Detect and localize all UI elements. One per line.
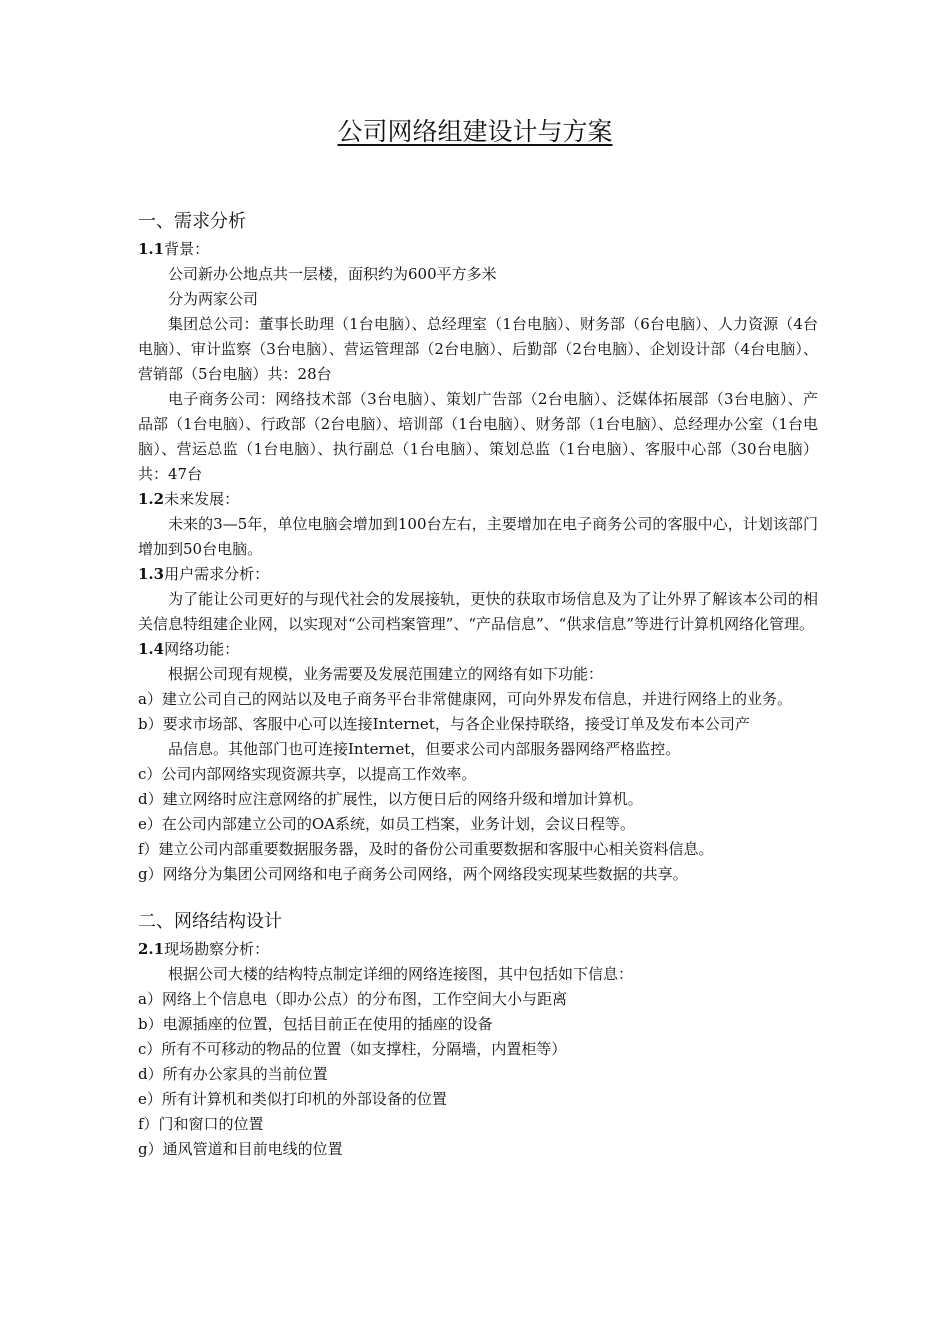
list-item: b）要求市场部、客服中心可以连接Internet，与各企业保持联络，接受订单及发布本公司产 [138,715,750,733]
subheading-number: 1.2 [138,490,165,508]
paragraph-intro: 根据公司现有规模，业务需要及发展范围建立的网络有如下功能： [168,665,604,683]
subheading-1-4 [138,637,818,662]
subheading-number: 2.1 [138,940,165,958]
paragraph-future-development: 未来的3—5年，单位电脑会增加到100台左右，主要增加在电子商务公司的客服中心，计划该部门增加到50台电脑。 [138,515,818,558]
paragraph-intro: 根据公司大楼的结构特点制定详细的网络连接图，其中包括如下信息： [168,965,634,983]
section-heading-network-design: 二、网络结构设计 [138,911,282,932]
paragraph-line: 分为两家公司 [168,290,259,308]
subheading-number: 1.1 [138,240,165,258]
list-item: f）门和窗口的位置 [138,1115,264,1133]
list-item: c）公司内部网络实现资源共享，以提高工作效率。 [138,765,477,783]
subheading-1-3 [138,562,818,587]
list-item: e）所有计算机和类似打印机的外部设备的位置 [138,1090,447,1108]
list-item-continuation: 品信息。其他部门也可连接Internet，但要求公司内部服务器网络严格监控。 [168,740,681,758]
list-item: b）电源插座的位置，包括目前正在使用的插座的设备 [138,1015,493,1033]
subheading-number: 1.3 [138,565,165,583]
list-item: c）所有不可移动的物品的位置（如支撑柱，分隔墙，内置柜等） [138,1040,567,1058]
list-item: d）所有办公家具的当前位置 [138,1065,328,1083]
list-item: a）网络上个信息电（即办公点）的分布图，工作空间大小与距离 [138,990,567,1008]
list-item: g）网络分为集团公司网络和电子商务公司网络，两个网络段实现某些数据的共享。 [138,865,688,883]
list-item: e）在公司内部建立公司的OA系统，如员工档案，业务计划，会议日程等。 [138,815,636,833]
list-item: g）通风管道和目前电线的位置 [138,1140,343,1158]
subheading-1-1 [138,237,818,262]
list-item: d）建立网络时应注意网络的扩展性，以方便日后的网络升级和增加计算机。 [138,790,643,808]
list-item: a）建立公司自己的网站以及电子商务平台非常健康网，可向外界发布信息，并进行网络上的业务。 [138,690,792,708]
list-item: f）建立公司内部重要数据服务器，及时的备份公司重要数据和客服中心相关资料信息。 [138,840,714,858]
paragraph-group-company: 集团总公司：董事长助理（1台电脑）、总经理室（1台电脑）、财务部（6台电脑）、人力资源（4台电脑）、审计监察（3台电脑）、营运管理部（2台电脑）、后勤部（2台电脑）、企划设计部（4台电脑）、营销部（5台电脑）共：28台 [138,315,818,383]
subheading-label: 背景： [164,240,210,258]
section-heading-needs-analysis: 一、需求分析 [138,211,246,232]
subheading-number: 1.4 [138,640,165,658]
paragraph-user-requirements: 为了能让公司更好的与现代社会的发展接轨，更快的获取市场信息及为了让外界了解该本公司的相关信息特组建企业网，以实现对“公司档案管理”、“产品信息”、“供求信息”等进行计算机网络化管理。 [138,590,818,633]
subheading-2-1 [138,937,818,962]
paragraph-line: 公司新办公地点共一层楼，面积约为600平方多米 [168,265,497,283]
subheading-label: 用户需求分析： [164,565,270,583]
subheading-1-2 [138,487,818,512]
subheading-label: 未来发展： [164,490,240,508]
document-body [138,207,818,1162]
paragraph-ecommerce-company: 电子商务公司：网络技术部（3台电脑）、策划广告部（2台电脑）、泛媒体拓展部（3台电脑）、产品部（1台电脑）、行政部（2台电脑）、培训部（1台电脑）、财务部（1台电脑）、总经理办公室（1台电脑）、营运总监（1台电脑）、执行副总（1台电脑）、策划总监（1台电脑）、客服中心部（30台电脑）共：47台 [138,390,818,483]
subheading-label: 现场勘察分析： [164,940,270,958]
subheading-label: 网络功能： [164,640,240,658]
document-title: 公司网络组建设计与方案 [337,117,613,146]
